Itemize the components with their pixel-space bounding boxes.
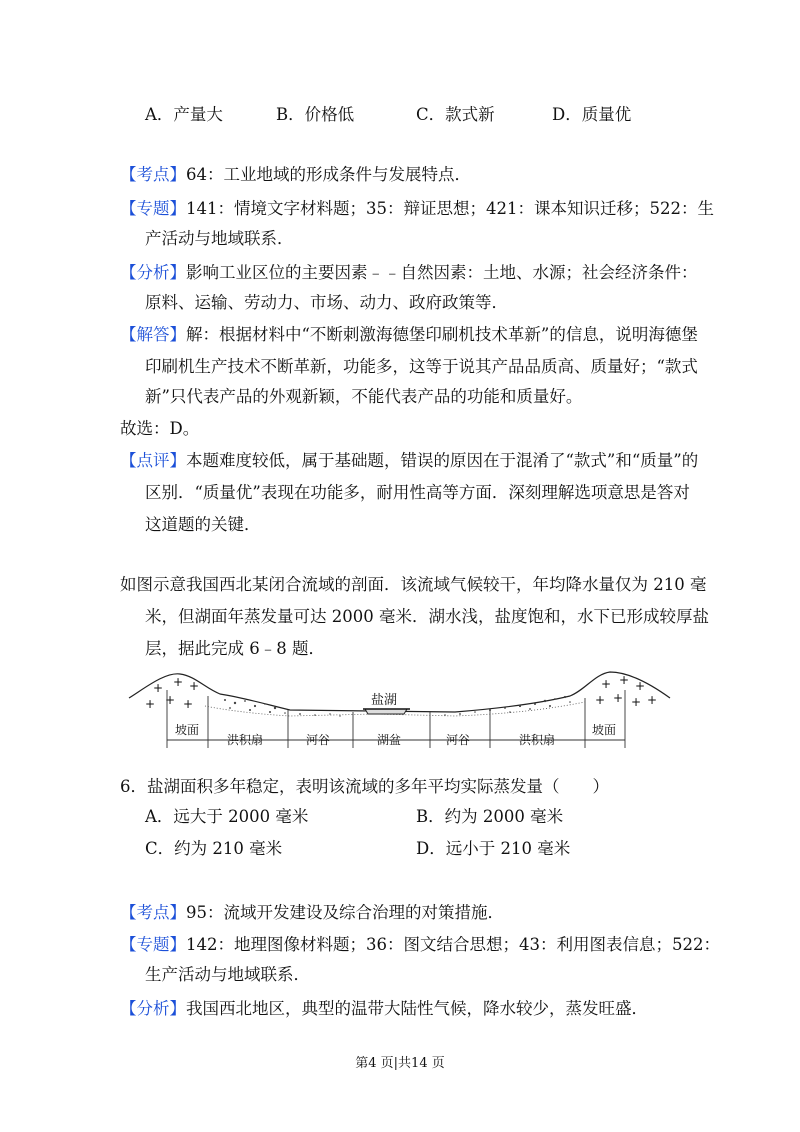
jieda-text: 解：根据材料中“不断刺激海德堡印刷机技术革新”的信息，说明海德堡	[186, 325, 698, 344]
q6-zhuanti	[120, 934, 720, 956]
zhuanti-text: 141：情境文字材料题；35：辩证思想；421：课本知识迁移；522：生	[186, 199, 714, 218]
q6-kaodian	[120, 902, 504, 924]
plus-sign: +	[647, 693, 658, 707]
jieda-tag: 【解答】	[120, 325, 186, 344]
zone-label-lake-basin: 湖盆	[377, 733, 402, 747]
plus-sign: +	[153, 681, 164, 695]
q6-zhuanti-cont: 生产活动与地域联系．	[145, 965, 310, 984]
zone-label-river-valley-left: 河谷	[306, 733, 331, 747]
kaodian-tag: 【考点】	[120, 165, 186, 184]
salt-lake-label: 盐湖	[371, 693, 398, 708]
dianping-text: 本题难度较低，属于基础题，错误的原因在于混淆了“款式”和“质量”的	[186, 451, 699, 470]
page-footer: 第4 页|共14 页	[355, 1056, 445, 1071]
plus-sign: +	[619, 673, 630, 687]
q5-dianping-cont2: 这道题的关键．	[145, 515, 261, 534]
plus-sign: +	[613, 691, 624, 705]
zone-label-alluvial-fan-right: 洪积扇	[519, 733, 556, 747]
zone-label-slope-left: 坡面	[175, 723, 200, 737]
q6-option-d: D．远小于 210 毫米	[416, 839, 571, 858]
q6-stem: 6．盐湖面积多年稳定，表明该流域的多年平均实际蒸发量（ ）	[120, 777, 609, 796]
passage-line-3: 层，据此完成 6﹣8 题．	[145, 639, 325, 658]
q5-zhuanti	[120, 198, 714, 220]
plus-sign: +	[189, 679, 200, 693]
q5-jieda-cont2: 新”只代表产品的外观新颖，不能代表产品的功能和质量好。	[145, 387, 583, 406]
q5-jieda	[120, 324, 698, 346]
zhuanti-tag: 【专题】	[120, 935, 186, 954]
q5-fenxi-cont: 原料、运输、劳动力、市场、动力、政府政策等．	[145, 293, 508, 312]
q5-option-a: A．产量大	[145, 105, 223, 124]
q5-fenxi	[120, 262, 698, 284]
plus-sign: +	[595, 693, 606, 707]
fenxi-tag: 【分析】	[120, 263, 186, 282]
bedrock-plus-signs-right	[595, 673, 657, 709]
kaodian-text: 64：工业地域的形成条件与发展特点．	[186, 165, 471, 184]
terrain-profile	[129, 672, 670, 712]
q5-option-d: D．质量优	[552, 105, 632, 124]
plus-sign: +	[165, 693, 176, 707]
kaodian-text: 95：流域开发建设及综合治理的对策措施．	[186, 903, 504, 922]
zhuanti-tag: 【专题】	[120, 199, 186, 218]
dianping-tag: 【点评】	[120, 451, 186, 470]
q6-option-a: A．远大于 2000 毫米	[145, 807, 309, 826]
q6-option-c: C．约为 210 毫米	[145, 839, 283, 858]
passage-line-1: 如图示意我国西北某闭合流域的剖面．该流域气候较干，年均降水量仅为 210 毫	[120, 575, 707, 594]
fenxi-text: 我国西北地区，典型的温带大陆性气候，降水较少，蒸发旺盛．	[186, 999, 648, 1018]
plus-sign: +	[631, 695, 642, 709]
plus-sign: +	[183, 697, 194, 711]
kaodian-tag: 【考点】	[120, 903, 186, 922]
q5-jieda-cont1: 印刷机生产技术不断革新，功能多，这等于说其产品品质高、质量好；“款式	[145, 357, 698, 376]
q5-option-b: B．价格低	[276, 105, 355, 124]
fenxi-tag: 【分析】	[120, 999, 186, 1018]
q5-zhuanti-cont: 产活动与地域联系．	[145, 229, 294, 248]
zone-label-slope-right: 坡面	[592, 723, 617, 737]
q5-dianping-cont1: 区别．“质量优”表现在功能多，耐用性高等方面．深刻理解选项意思是答对	[145, 483, 690, 502]
plus-sign: +	[145, 697, 156, 711]
plus-sign: +	[173, 675, 184, 689]
q5-answer: 故选：D。	[120, 419, 200, 438]
q5-kaodian	[120, 164, 471, 186]
zone-label-alluvial-fan-left: 洪积扇	[227, 733, 264, 747]
bedrock-plus-signs-left	[145, 675, 199, 711]
passage-line-2: 米，但湖面年蒸发量可达 2000 毫米．湖水浅，盐度饱和，水下已形成较厚盐	[145, 607, 709, 626]
q6-fenxi	[120, 998, 648, 1020]
plus-sign: +	[601, 677, 612, 691]
plus-sign: +	[635, 679, 646, 693]
q5-option-c: C．款式新	[416, 105, 495, 124]
zone-labels	[175, 722, 616, 747]
fenxi-text: 影响工业区位的主要因素﹣﹣自然因素：土地、水源；社会经济条件：	[186, 263, 698, 282]
q5-dianping	[120, 450, 698, 472]
q6-option-b: B．约为 2000 毫米	[416, 807, 564, 826]
zone-label-river-valley-right: 河谷	[446, 733, 471, 747]
zhuanti-text: 142：地理图像材料题；36：图文结合思想；43：利用图表信息；522：	[186, 935, 720, 954]
basin-cross-section-diagram	[125, 668, 675, 758]
